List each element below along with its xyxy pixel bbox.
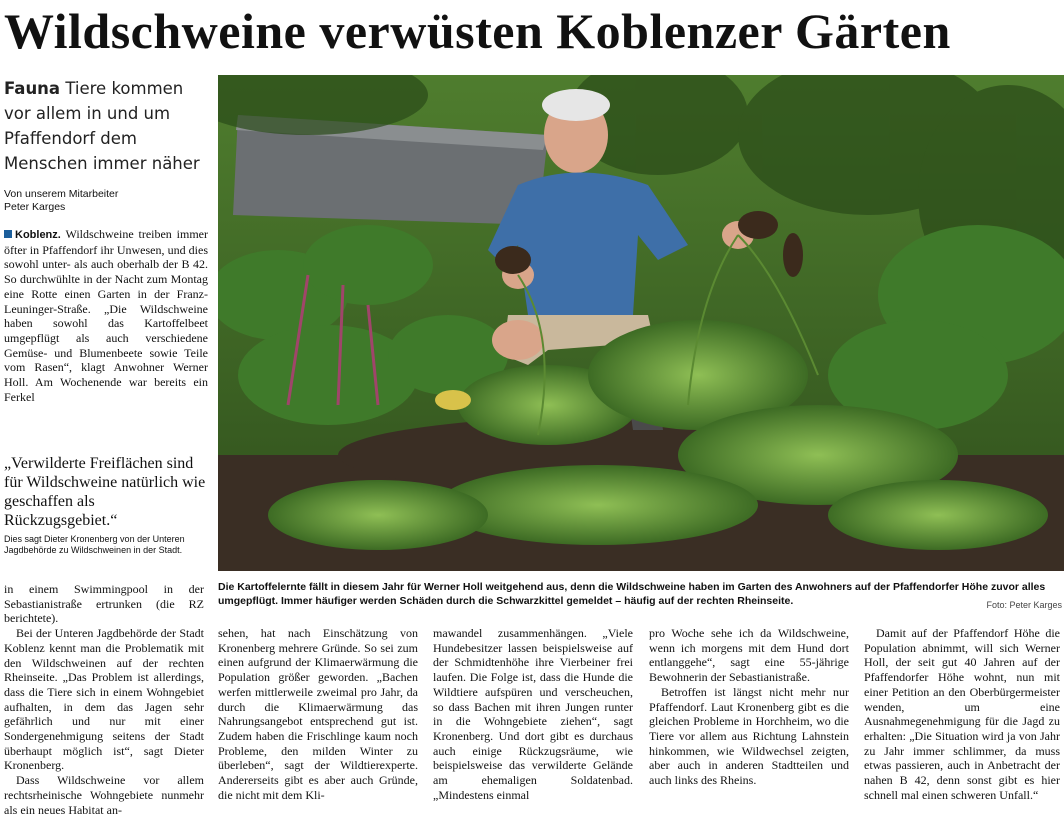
headline: Wildschweine verwüsten Koblenzer Gärten <box>4 3 951 59</box>
blue-square-icon <box>4 230 12 238</box>
column-1-paragraph-1: in einem Swimmingpool in der Sebastianistraße ertrunken (die RZ berichtete). <box>4 582 204 626</box>
dateline-city: Koblenz. <box>15 229 61 241</box>
kicker-label: Fauna <box>4 79 61 98</box>
pull-quote-source: Dies sagt Dieter Kronenberg von der Unteren Jagdbehörde zu Wildschweinen in der Stadt. <box>4 534 185 555</box>
column-3-paragraph-1: mawandel zusammenhängen. „Viele Hundebesitzer lassen beispielsweise auf der Schmidtenhöhe ihre Vierbeiner frei laufen. Die Folge ist, dass die Hunde die Wildtiere aufspüren und verscheuchen, so dass Bachen mit ihren Jungen runter in die Wohngebiete ziehen“, sagt Kronenberg. Und dort gibt es durchaus auch einige Rückzugsräume, wie beispielsweise das verwilderte Gelände am ehemaligen Soldatenbad. „Mindestens einmal <box>433 626 633 802</box>
garden-photo-illustration <box>218 75 1064 571</box>
lead-paragraph <box>4 227 208 404</box>
column-4-paragraph-1: pro Woche sehe ich da Wildschweine, wenn ich morgens mit dem Hund dort entlanggehe“, sagt eine 55-jährige Bewohnerin der Sebastianistraße. <box>649 626 849 685</box>
pull-quote <box>4 454 208 556</box>
kicker <box>4 76 208 176</box>
sidebar <box>4 76 208 404</box>
column-1-paragraph-2: Bei der Unteren Jagdbehörde der Stadt Koblenz kennt man die Problematik mit den Wildschweinen auf der rechten Rheinseite. „Das Problem ist allerdings, dass die Tiere sich in einem Wohngebiet aufhalten, in dem das Jagen sehr gefährlich und nur mit einer Sondergenehmigung seitens der Stadt überhaupt möglich ist“, sagt Dieter Kronenberg. <box>4 626 204 773</box>
lead-text: Wildschweine treiben immer öfter in Pfaffendorf ihr Unwesen, und dies sowohl unter- als auch oberhalb der B 42. So durchwühlte in der Nacht zum Montag eine Rotte einen Garten in der Franz-Leuninger-Straße. „Die Wildschweine haben sowohl das Kartoffelbeet umgepflügt als auch verschiedene Gemüse- und Blumenbeete sowie Teile vom Rasen“, klagt Anwohner Werner Holl. Am Wochenende war bereits ein Ferkel <box>4 227 208 404</box>
photo-caption: Die Kartoffelernte fällt in diesem Jahr für Werner Holl weitgehend aus, denn die Wildschweine haben im Garten des Anwohners auf der Pfaffendorfer Höhe zuvor alles umgepflügt. Immer häufiger werden Schäden durch die Schwarzkittel gemeldet – häufig auf der rechten Rheinseite. <box>218 581 1046 607</box>
article-column-1 <box>4 582 204 817</box>
article-column-2 <box>218 626 418 802</box>
kicker-text: Tiere kommen vor allem in und um Pfaffendorf dem Menschen immer näher <box>4 79 200 173</box>
pull-quote-text: „Verwilderte Freiflächen sind für Wildschweine natürlich wie geschaffen als Rückzugsgebiet.“ <box>4 455 206 529</box>
article-column-5 <box>864 626 1060 802</box>
byline-line1: Von unserem Mitarbeiter <box>4 188 119 200</box>
article-column-3 <box>433 626 633 802</box>
article-photo <box>218 75 1064 571</box>
article-column-4 <box>649 626 849 788</box>
photo-credit: Foto: Peter Karges <box>986 600 1062 610</box>
byline-author: Peter Karges <box>4 201 66 213</box>
column-2-paragraph-1: sehen, hat nach Einschätzung von Kronenberg mehrere Gründe. So sei zum einen aufgrund der Klimaerwärmung die Population größer geworden. „Bachen werfen mittlerweile zweimal pro Jahr, da durch die Klimaerwärmung das Nahrungsangebot entsprechend gut ist. Zudem haben die Frischlinge kaum noch Probleme, den milden Winter zu überleben“, sagt der Wildtierexperte. Andererseits gibt es aber auch Gründe, die nicht mit dem Kli- <box>218 626 418 802</box>
column-4-paragraph-2: Betroffen ist längst nicht mehr nur Pfaffendorf. Laut Kronenberg gibt es die gleichen Probleme in Horchheim, wo die Tiere vor allem aus Richtung Lahnstein hinkommen, wie Wildwechsel zeigten, aber auch in anderen Stadtteilen und auch links des Rheins. <box>649 684 849 788</box>
column-1-paragraph-3: Dass Wildschweine vor allem rechtsrheinische Wohngebiete nunmehr als ein neues Habitat an- <box>4 773 204 817</box>
byline <box>4 188 208 214</box>
column-5-paragraph-1: Damit auf der Pfaffendorf Höhe die Population abnimmt, will sich Werner Holl, der seit gut 40 Jahren auf der Pfaffendorfer Höhe wohnt, nun mit einer Petition an den Oberbürgermeister wenden, um eine Ausnahmegenehmigung für die Jagd zu erhalten: „Die Situation wird ja von Jahr zu Jahr immer schlimmer, da muss etwas passieren, auch in Anbetracht der nahen B 42, denn sonst gibt es hier schnell mal einen schweren Unfall.“ <box>864 626 1060 802</box>
